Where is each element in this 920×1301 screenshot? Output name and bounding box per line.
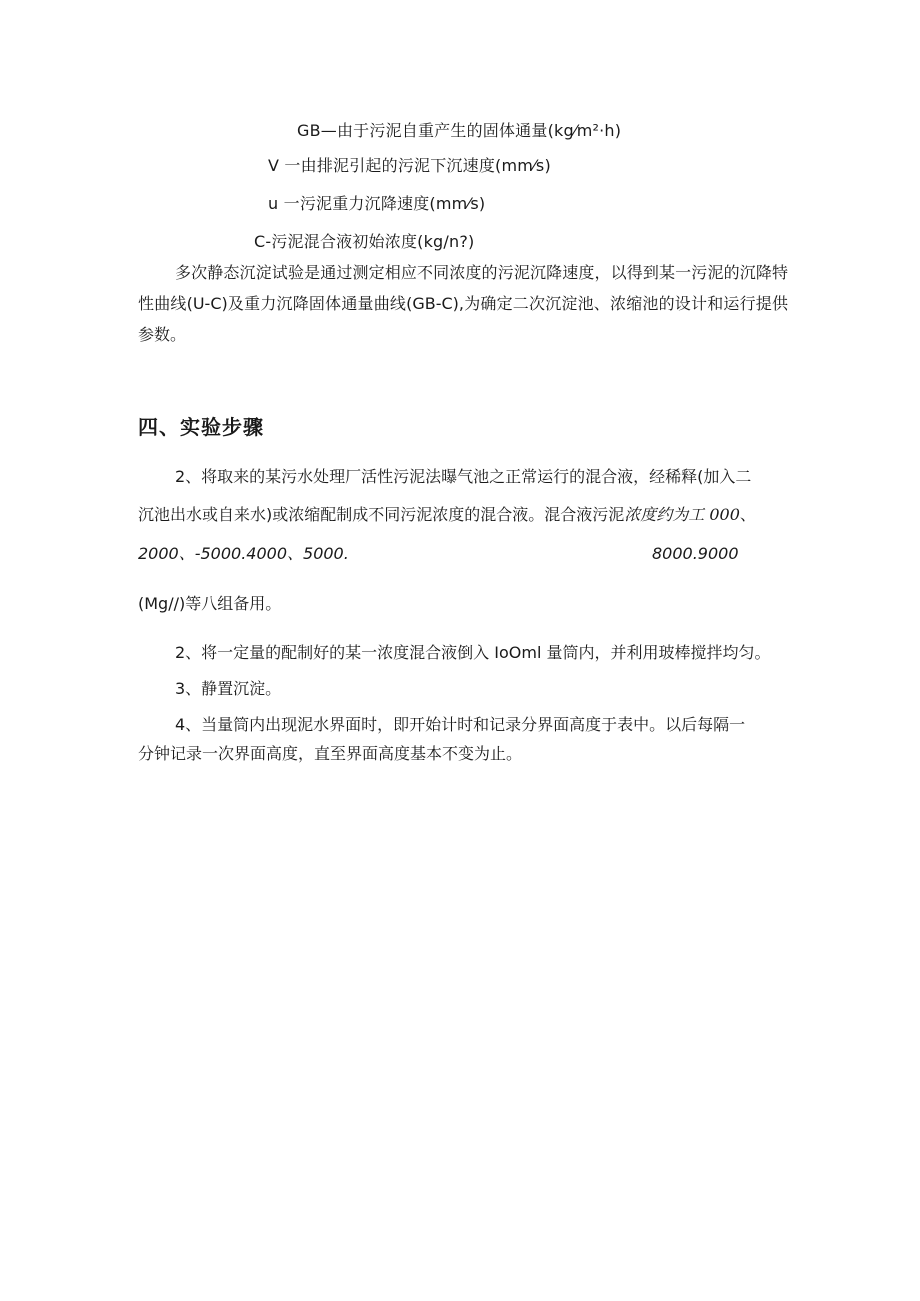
section-heading: 四、实验步骤 [138,415,264,439]
step1-line4: (Mg//)等八组备用。 [138,594,282,613]
step1-line1: 2、将取来的某污水处理厂活性污泥法曝气池之正常运行的混合液，经稀释(加入二 [175,467,752,486]
step1-line2-italic: 浓度约为工 000 [624,505,740,524]
step3: 3、静置沉淀。 [175,679,282,698]
step1-line3-right: 8000.9000 [652,544,739,563]
step1-line2-tail: 、 [739,505,756,524]
definition-gb: GB—由于污泥自重产生的固体通量(kg⁄m²·h) [297,121,622,140]
definition-v: V 一由排泥引起的污泥下沉速度(mm⁄s) [268,156,551,175]
step1-line2 [138,504,756,526]
step1-line3-left: 2000、-5000.4000、5000. [138,544,349,563]
step2: 2、将一定量的配制好的某一浓度混合液倒入 IoOml 量筒内，并利用玻棒搅拌均匀。 [175,643,771,662]
definition-c: C-污泥混合液初始浓度(kg/n?) [254,232,475,251]
step1-line2-text: 沉池出水或自来水)或浓缩配制成不同污泥浓度的混合液。混合液污泥 [138,505,625,524]
step4-line2: 分钟记录一次界面高度，直至界面高度基本不变为止。 [138,744,523,763]
step4-line1: 4、当量筒内出现泥水界面时，即开始计时和记录分界面高度于表中。以后每隔一 [175,715,746,734]
intro-paragraph: 多次静态沉淀试验是通过测定相应不同浓度的污泥沉降速度，以得到某一污泥的沉降特性曲线(U-C)及重力沉降固体通量曲线(GB-C),为确定二次沉淀池、浓缩池的设计和运行提供参数。 [138,263,788,344]
definition-u: u 一污泥重力沉降速度(mm⁄s) [268,194,486,213]
